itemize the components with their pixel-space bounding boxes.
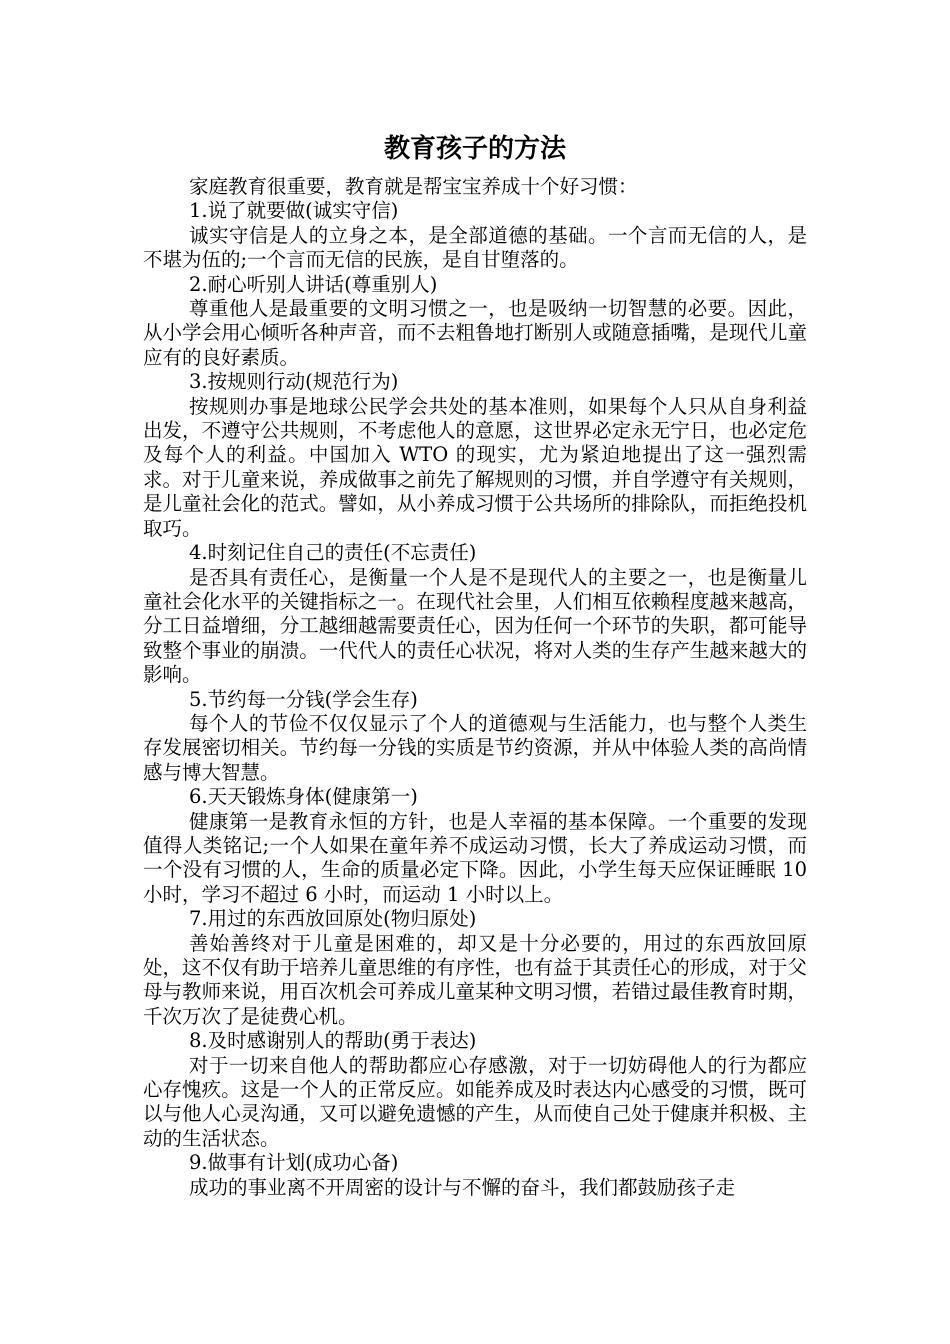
intro-paragraph: 家庭教育很重要，教育就是帮宝宝养成十个好习惯： [189,175,638,198]
section-8-body: 对于一切来自他人的帮助都应心存感激，对于一切妨碍他人的行为都应心存愧疚。这是一个人的正常反应。如能养成及时表达内心感受的习惯，既可以与他人心灵沟通，又可以避免遗憾的产生，从而使自己处于健康并积极、主动的生活状态。 [143,1053,807,1150]
section-5-heading: 5.节约每一分钱(学会生存) [189,687,418,711]
section-2-heading: 2.耐心听别人讲话(尊重别人) [189,272,438,296]
section-1-heading: 1.说了就要做(诚实守信) [189,199,399,223]
section-2-body: 尊重他人是最重要的文明习惯之一，也是吸纳一切智慧的必要。因此，从小学会用心倾听各种声音，而不去粗鲁地打断别人或随意插嘴，是现代儿童应有的良好素质。 [143,297,807,369]
section-4-body: 是否具有责任心，是衡量一个人是不是现代人的主要之一，也是衡量儿童社会化水平的关键指标之一。在现代社会里，人们相互依赖程度越来越高，分工日益增细，分工越细越需要责任心，因为任何一个环节的失职，都可能导致整个事业的崩溃。一代代人的责任心状况，将对人类的生存产生越来越大的影响。 [143,565,807,687]
section-1-body: 诚实守信是人的立身之本，是全部道德的基础。一个言而无信的人，是不堪为伍的;一个言而无信的民族，是自甘堕落的。 [143,223,807,272]
section-7-body: 善始善终对于儿童是困难的，却又是十分必要的，用过的东西放回原处，这不仅有助于培养儿童思维的有序性，也有益于其责任心的形成，对于父母与教师来说，用百次机会可养成儿童某种文明习惯，若错过最佳教育时期，千次万次了是徒费心机。 [143,931,807,1028]
section-6-body: 健康第一是教育永恒的方针，也是人幸福的基本保障。一个重要的发现值得人类铭记;一个人如果在童年养不成运动习惯，长大了养成运动习惯，而一个没有习惯的人，生命的质量必定下降。因此，小学生每天应保证睡眠 10 小时，学习不超过 6 小时，而运动 1 小时以上。 [143,809,807,906]
section-3-body: 按规则办事是地球公民学会共处的基本准则，如果每个人只从自身利益出发，不遵守公共规则，不考虑他人的意愿，这世界必定永无宁日，也必定危及每个人的利益。中国加入 WTO 的现实，尤为紧迫地提出了这一强烈需求。对于儿童来说，养成做事之前先了解规则的习惯，并自学遵守有关规则，是儿童社会化的范式。譬如，从小养成习惯于公共场所的排除队，而拒绝投机取巧。 [143,394,807,540]
section-9-body: 成功的事业离不开周密的设计与不懈的奋斗，我们都鼓励孩子走 [189,1175,736,1199]
section-3-heading: 3.按规则行动(规范行为) [189,370,399,394]
section-8-heading: 8.及时感谢别人的帮助(勇于表达) [189,1029,477,1053]
section-5-body: 每个人的节俭不仅仅显示了个人的道德观与生活能力，也与整个人类生存发展密切相关。节约每一分钱的实质是节约资源，并从中体验人类的高尚情感与博大智慧。 [143,711,807,784]
section-7-heading: 7.用过的东西放回原处(物归原处) [189,907,477,931]
section-4-heading: 4.时刻记住自己的责任(不忘责任) [189,541,477,565]
section-9-heading: 9.做事有计划(成功心备) [189,1151,399,1175]
document-content [143,131,807,1200]
document-title: 教育孩子的方法 [383,134,566,164]
section-6-heading: 6.天天锻炼身体(健康第一) [189,785,418,809]
